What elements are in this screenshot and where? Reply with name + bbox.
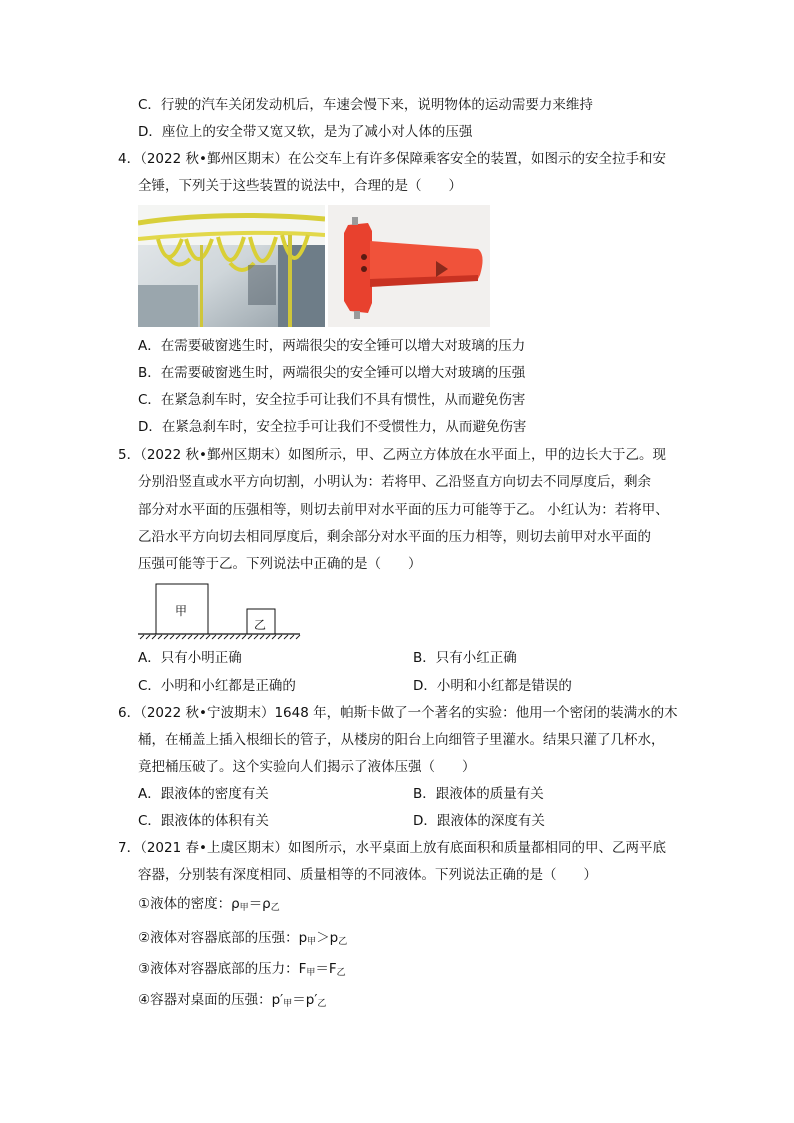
q4-stem-line1: 4．（2022 秋•鄞州区期末）在公交车上有许多保障乘客安全的装置，如图示的安全拉手和安 xyxy=(118,151,666,167)
q7-stem-line1: 7．（2021 春•上虞区期末）如图所示，水平桌面上放有底面积和质量都相同的甲、乙两平底 xyxy=(118,840,666,856)
q5-option-c: C．小明和小红都是正确的 xyxy=(138,678,296,694)
q5-stem-line4: 乙沿水平方向切去相同厚度后，剩余部分对水平面的压力相等，则切去前甲对水平面的 xyxy=(138,529,651,545)
q7-statement-4: ④容器对桌面的压强：$p'_甲=p'_乙$ xyxy=(138,992,327,1009)
q7-statement-2: ②液体对容器底部的压强：$p_甲>p_乙$ xyxy=(138,930,348,947)
q4-option-d: D．在紧急刹车时，安全拉手可让我们不受惯性力，从而避免伤害 xyxy=(138,419,527,435)
cubes-diagram xyxy=(138,582,303,642)
q6-option-b: B．跟液体的质量有关 xyxy=(413,786,544,802)
q7-stem-line2: 容器，分别装有深度相同、质量相等的不同液体。下列说法正确的是（ ） xyxy=(138,867,597,883)
safety-hammer-photo xyxy=(328,205,490,327)
q5-stem-line2: 分别沿竖直或水平方向切割，小明认为：若将甲、乙沿竖直方向切去不同厚度后，剩余 xyxy=(138,474,651,490)
q5-stem-line3: 部分对水平面的压强相等，则切去前甲对水平面的压力可能等于乙。 小红认为：若将甲、 xyxy=(138,502,669,518)
q6-stem-line3: 竟把桶压破了。这个实验向人们揭示了液体压强（ ） xyxy=(138,759,476,775)
q5-stem-line1: 5．（2022 秋•鄞州区期末）如图所示，甲、乙两立方体放在水平面上，甲的边长大于乙。现 xyxy=(118,447,666,463)
q3-option-c: C．行驶的汽车关闭发动机后，车速会慢下来，说明物体的运动需要力来维持 xyxy=(138,97,593,113)
q7-statement-3: ③液体对容器底部的压力：$F_甲=F_乙$ xyxy=(138,961,346,978)
q6-option-d: D．跟液体的深度有关 xyxy=(413,813,545,829)
q3-option-d: D．座位上的安全带又宽又软，是为了减小对人体的压强 xyxy=(138,124,473,140)
cube-label-jia: 甲 xyxy=(175,604,188,618)
q5-option-b: B．只有小红正确 xyxy=(413,650,517,666)
bus-handrail-photo xyxy=(138,205,325,327)
q6-stem-line1: 6．（2022 秋•宁波期末）1648 年，帕斯卡做了一个著名的实验：他用一个密闭的装满水的木 xyxy=(118,705,678,721)
q5-option-d: D．小明和小红都是错误的 xyxy=(413,678,572,694)
q6-option-a: A．跟液体的密度有关 xyxy=(138,786,269,802)
q5-stem-line5: 压强可能等于乙。下列说法中正确的是（ ） xyxy=(138,556,422,572)
q4-stem-line2: 全锤，下列关于这些装置的说法中，合理的是（ ） xyxy=(138,178,462,194)
q6-stem-line2: 桶，在桶盖上插入根细长的管子，从楼房的阳台上向细管子里灌水。结果只灌了几杯水， xyxy=(138,732,665,748)
q5-option-a: A．只有小明正确 xyxy=(138,650,242,666)
q4-option-b: B．在需要破窗逃生时，两端很尖的安全锤可以增大对玻璃的压强 xyxy=(138,365,526,381)
q4-option-c: C．在紧急刹车时，安全拉手可让我们不具有惯性，从而避免伤害 xyxy=(138,392,526,408)
q6-option-c: C．跟液体的体积有关 xyxy=(138,813,269,829)
cube-label-yi: 乙 xyxy=(254,618,267,632)
q4-option-a: A．在需要破窗逃生时，两端很尖的安全锤可以增大对玻璃的压力 xyxy=(138,338,526,354)
q7-statement-1: ①液体的密度：$\rho_甲=\rho_乙$ xyxy=(138,896,280,913)
